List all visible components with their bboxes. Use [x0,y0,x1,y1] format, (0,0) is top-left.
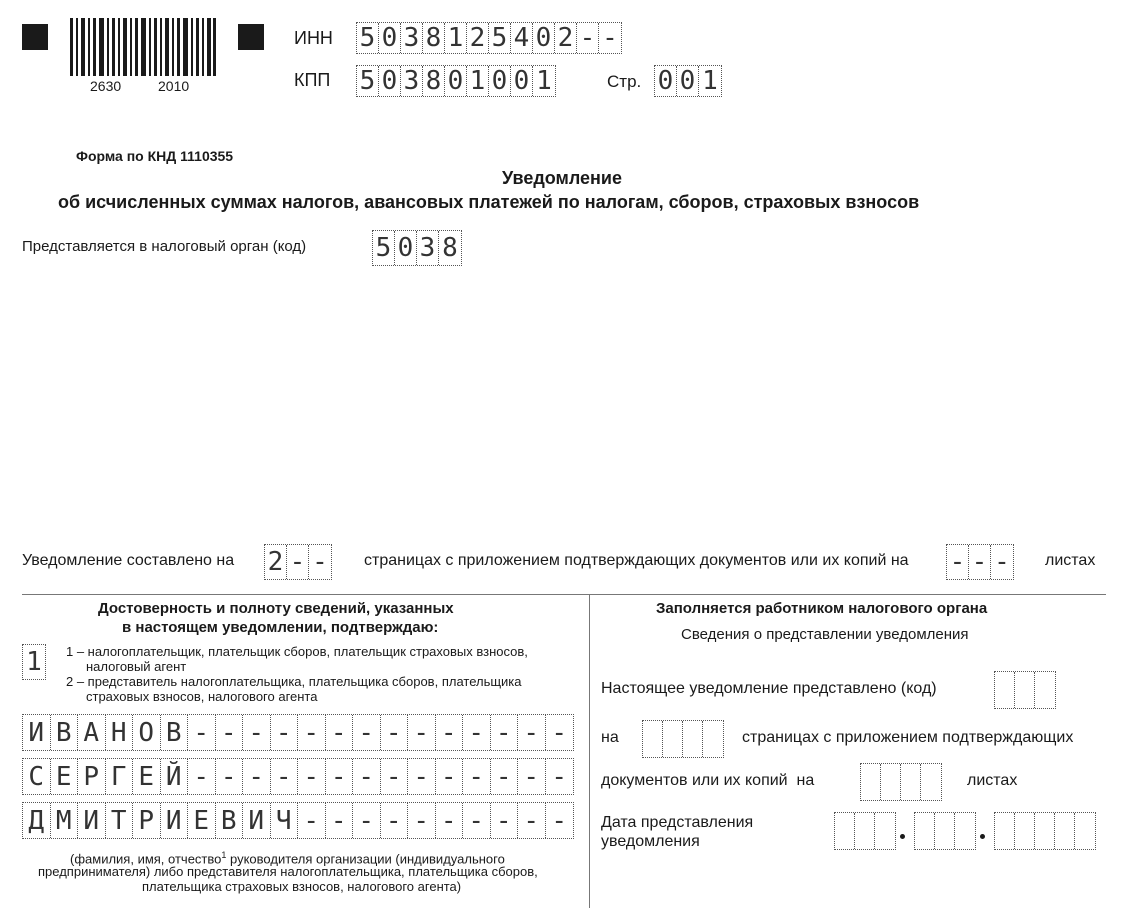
name-caption-line3: плательщика страховых взносов, налогового агента) [142,879,462,894]
char-cell: 3 [417,231,439,265]
char-cell: - [353,759,381,794]
date-day-field[interactable] [834,812,896,850]
docs-label-text: документов или их копий [601,772,788,789]
char-cell: - [969,545,991,579]
signer-option-2-line2: страховых взносов, налогового агента [86,689,318,704]
empty-cell [901,764,921,800]
char-cell: - [518,715,546,750]
char-cell: 8 [442,233,458,263]
empty-cell [835,813,855,849]
date-label-line1: Дата представления [601,814,754,831]
char-cell: О [133,715,161,750]
sheets-suffix: листах [1045,552,1096,569]
char-cell: - [408,715,436,750]
submission-info-subheading: Сведения о представлении уведомления [681,626,969,643]
empty-cell [915,813,935,849]
empty-cell [995,672,1015,708]
empty-cell [875,813,895,849]
caption-part-b: руководителя организации (индивидуального [226,851,505,867]
date-month-field[interactable] [914,812,976,850]
char-cell: 5 [489,23,511,53]
char-cell: 8 [423,66,445,96]
date-label-line2: уведомления [601,833,700,850]
char-cell: 4 [511,23,533,53]
caption-footnote-mark: 1 [221,850,227,860]
char-cell: 1 [467,66,489,96]
char-cell: 1 [536,66,552,96]
empty-cell [1015,672,1035,708]
char-cell: - [216,759,244,794]
first-name-field[interactable] [22,758,574,795]
char-cell: - [551,805,568,836]
char-cell: - [243,759,271,794]
char-cell: 5 [373,231,395,265]
form-title-line2: об исчисленных суммах налогов, авансовых платежей по налогам, сборов, страховых взносов [58,192,920,212]
officer-pages-field[interactable] [642,720,724,758]
char-cell: - [994,547,1010,577]
char-cell: - [436,715,464,750]
column-divider [589,594,590,908]
char-cell: - [491,715,519,750]
char-cell: 1 [702,66,718,96]
char-cell: - [312,547,328,577]
char-cell: 3 [401,66,423,96]
empty-cell [881,764,901,800]
char-cell: - [551,761,568,792]
char-cell: - [188,759,216,794]
char-cell: И [23,715,51,750]
patronymic-field[interactable] [22,802,574,839]
char-cell: 0 [489,66,511,96]
barcode-number-right: 2010 [158,78,190,94]
char-cell: С [23,759,51,794]
char-cell: - [947,545,969,579]
char-cell: 0 [445,66,467,96]
tax-authority-label: Представляется в налоговый орган (код) [22,238,307,255]
char-cell: 0 [677,66,699,96]
char-cell: Д [23,803,51,838]
barcode [70,18,216,76]
char-cell: Т [106,803,134,838]
char-cell: - [381,715,409,750]
char-cell: - [463,759,491,794]
char-cell: И [243,803,271,838]
char-cell: В [51,715,79,750]
char-cell: 0 [511,66,533,96]
char-cell: - [353,803,381,838]
char-cell: 2 [555,23,577,53]
empty-cell [1035,813,1055,849]
char-cell: Н [106,715,134,750]
tax-officer-heading: Заполняется работником налогового органа [656,600,988,617]
char-cell: Й [161,759,189,794]
caption-part-a: (фамилия, имя, отчество [70,851,222,867]
char-cell: - [287,545,309,579]
confirm-heading-line1: Достоверность и полноту сведений, указанных [98,600,454,617]
date-year-field[interactable] [994,812,1096,850]
char-cell: И [161,803,189,838]
char-cell: 5 [357,66,379,96]
char-cell: - [188,715,216,750]
officer-sheets-field[interactable] [860,763,942,801]
char-cell: 0 [533,23,555,53]
page-number-field[interactable] [654,65,722,97]
char-cell: - [491,803,519,838]
char-cell: - [271,759,299,794]
char-cell: - [551,717,568,748]
barcode-number-left: 2630 [90,78,122,94]
char-cell: - [326,759,354,794]
char-cell: Р [133,803,161,838]
char-cell: 0 [379,23,401,53]
char-cell: 0 [379,66,401,96]
form-title [0,168,1128,189]
date-separator-dot [980,834,985,839]
empty-cell [921,764,941,800]
kpp-field[interactable] [356,65,556,97]
char-cell: - [491,759,519,794]
last-name-field[interactable] [22,714,574,751]
empty-cell [683,721,703,757]
char-cell: - [216,715,244,750]
char-cell: - [381,803,409,838]
char-cell: - [518,803,546,838]
date-separator-dot [900,834,905,839]
signer-code-field[interactable] [22,644,46,680]
registration-marker-left [22,24,48,50]
officer-sheets-label: листах [967,772,1018,789]
empty-cell [995,813,1015,849]
name-caption-line2: предпринимателя) либо представителя налогоплательщика, плательщика сборов, [38,864,538,879]
docs-on-text: на [796,772,815,789]
char-cell: - [408,759,436,794]
char-cell: 2 [467,23,489,53]
inn-field[interactable] [356,22,622,54]
pages-middle-text: страницах с приложением подтверждающих документов или их копий на [364,552,909,569]
empty-cell [955,813,975,849]
char-cell: 0 [395,231,417,265]
char-cell: - [436,759,464,794]
sheets-count-field[interactable] [946,544,1014,580]
empty-cell [861,764,881,800]
char-cell: - [326,803,354,838]
pages-count-field[interactable] [264,544,332,580]
on-label: на [601,729,619,746]
docs-label [601,772,814,790]
empty-cell [1035,672,1055,708]
signer-option-2-line1: 2 – представитель налогоплательщика, плательщика сборов, плательщика [66,674,522,689]
char-cell: Г [106,759,134,794]
char-cell: 2 [265,545,287,579]
char-cell: - [298,803,326,838]
char-cell: - [353,715,381,750]
char-cell: - [436,803,464,838]
char-cell: - [326,715,354,750]
char-cell: М [51,803,79,838]
char-cell: - [381,759,409,794]
char-cell: В [161,715,189,750]
char-cell: 1 [445,23,467,53]
char-cell: 3 [401,23,423,53]
confirm-heading-line2: в настоящем уведомлении, подтверждаю: [122,619,439,636]
char-cell: Е [51,759,79,794]
char-cell: Р [78,759,106,794]
submitted-code-field[interactable] [994,671,1056,709]
char-cell: - [602,23,618,53]
inn-label: ИНН [294,28,333,48]
section-divider [22,594,1106,595]
char-cell: Е [133,759,161,794]
tax-authority-code-field[interactable] [372,230,462,266]
registration-marker-right [238,24,264,50]
char-cell: 8 [423,23,445,53]
char-cell: 5 [357,23,379,53]
form-title-line1: Уведомление [501,168,622,188]
char-cell: А [78,715,106,750]
char-cell: - [298,759,326,794]
empty-cell [935,813,955,849]
kpp-label: КПП [294,70,331,90]
char-cell: 1 [26,647,42,677]
empty-cell [1055,813,1075,849]
empty-cell [703,721,723,757]
empty-cell [855,813,875,849]
submitted-code-label: Настоящее уведомление представлено (код) [601,680,937,697]
empty-cell [1015,813,1035,849]
pages-prefix: Уведомление составлено на [22,552,235,569]
char-cell: - [518,759,546,794]
char-cell: - [298,715,326,750]
char-cell: - [243,715,271,750]
char-cell: И [78,803,106,838]
char-cell: 0 [655,66,677,96]
empty-cell [643,721,663,757]
char-cell: Е [188,803,216,838]
signer-option-1-line1: 1 – налогоплательщик, плательщик сборов, плательщик страховых взносов, [66,644,528,659]
char-cell: - [577,23,599,53]
char-cell: Ч [271,803,299,838]
page-label: Стр. [607,72,642,91]
char-cell: - [271,715,299,750]
char-cell: В [216,803,244,838]
char-cell: - [408,803,436,838]
officer-pages-text: страницах с приложением подтверждающих [742,729,1074,746]
empty-cell [1075,813,1095,849]
knd-code: Форма по КНД 1110355 [76,148,234,164]
char-cell: - [463,803,491,838]
empty-cell [663,721,683,757]
signer-option-1-line2: налоговый агент [86,659,187,674]
char-cell: - [463,715,491,750]
